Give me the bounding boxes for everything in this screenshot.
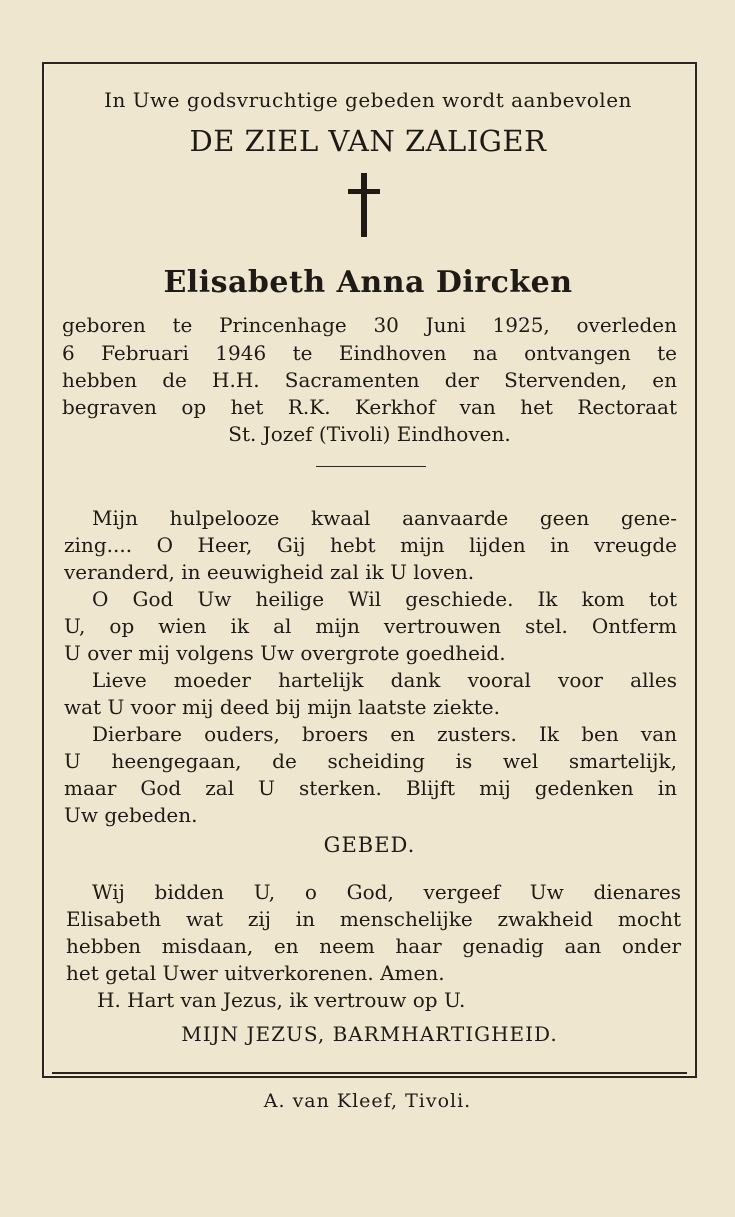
deceased-name: Elisabeth Anna Dircken [163,265,573,300]
intro-text: In Uwe godsvruchtige gebeden wordt aanbevolen [104,88,632,112]
separator-line [316,466,426,467]
card-title: DE ZIEL VAN ZALIGER [189,124,547,158]
text-line: U over mij volgens Uw overgrote goedheid. [64,641,506,665]
prayer-line: H. Hart van Jezus, ik vertrouw op U. [97,988,466,1012]
text-line: maar God zal U sterken. Blijft mij gedenken in [64,776,677,800]
text-line: Lieve moeder hartelijk dank vooral voor alles [92,668,677,692]
text-line: zing.... O Heer, Gij hebt mijn lijden in vreugde [64,533,677,557]
bio-line: hebben de H.H. Sacramenten der Stervenden, en [62,368,677,392]
bio-line: geboren te Princenhage 30 Juni 1925, overleden [62,313,677,337]
prayer-line: Elisabeth wat zij in menschelijke zwakheid mocht [66,907,681,931]
text-line: U heengegaan, de scheiding is wel smartelijk, [64,749,677,773]
text-line: veranderd, in eeuwigheid zal ik U loven. [64,560,475,584]
text-line: Dierbare ouders, broers en zusters. Ik ben van [92,722,677,746]
prayer-heading: GEBED. [323,833,416,857]
prayer-line: het getal Uwer uitverkorenen. Amen. [66,961,445,985]
bio-line: St. Jozef (Tivoli) Eindhoven. [228,422,511,446]
prayer-line: hebben misdaan, en neem haar genadig aan onder [66,934,681,958]
bio-line: 6 Februari 1946 te Eindhoven na ontvangen te [62,341,677,365]
text-line: O God Uw heilige Wil geschiede. Ik kom tot [92,587,677,611]
closing-invocation: MIJN JEZUS, BARMHARTIGHEID. [181,1022,558,1046]
text-line: U, op wien ik al mijn vertrouwen stel. Ontferm [64,614,677,638]
text-line: wat U voor mij deed bij mijn laatste ziekte. [64,695,500,719]
prayer-line: Wij bidden U, o God, vergeef Uw dienares [92,880,681,904]
cross-icon [348,173,380,237]
text-line: Mijn hulpelooze kwaal aanvaarde geen gene- [92,506,677,530]
printer-credit: A. van Kleef, Tivoli. [263,1090,472,1112]
bio-line: begraven op het R.K. Kerkhof van het Rectoraat [62,395,677,419]
text-line: Uw gebeden. [64,803,198,827]
